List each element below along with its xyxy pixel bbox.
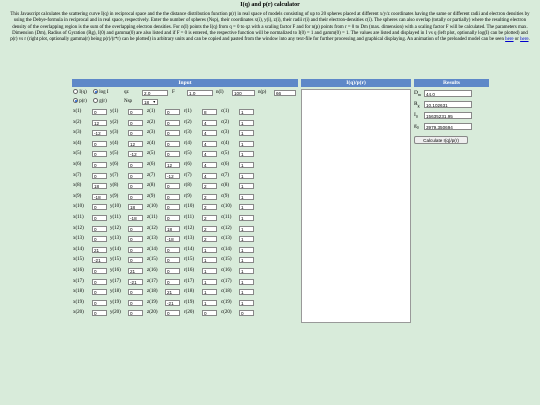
np-input[interactable]: 66 xyxy=(274,90,296,96)
r-input[interactable]: 4 xyxy=(202,173,217,179)
c-input[interactable]: 1 xyxy=(239,151,254,157)
z-input[interactable]: 0 xyxy=(165,257,180,263)
z-input[interactable]: 12 xyxy=(165,162,180,168)
z-input[interactable]: 0 xyxy=(165,120,180,126)
sphere-row xyxy=(72,278,298,286)
c-input[interactable]: 1 xyxy=(239,247,254,253)
r-input[interactable]: 4 xyxy=(202,130,217,136)
c-input[interactable]: 1 xyxy=(239,236,254,242)
z-input[interactable]: 0 xyxy=(165,194,180,200)
sphere-row xyxy=(72,288,298,296)
iq-radio[interactable] xyxy=(73,89,78,94)
y-label: y(18) xyxy=(110,289,121,295)
dm-label xyxy=(414,90,421,97)
y-input[interactable]: 0 xyxy=(128,109,143,115)
y-input[interactable]: 0 xyxy=(128,226,143,232)
c-label: c(5) xyxy=(221,151,230,157)
g0-value[interactable]: 3979.350694 xyxy=(424,123,472,130)
z-input[interactable]: 0 xyxy=(165,310,180,316)
qz-input[interactable]: 2.0 xyxy=(142,90,168,96)
r-label: r(2) xyxy=(184,119,192,125)
r-input[interactable]: 2 xyxy=(202,204,217,210)
sphere-row xyxy=(72,267,298,275)
x-input[interactable]: 0 xyxy=(92,226,107,232)
r-input[interactable]: 1 xyxy=(202,300,217,306)
z-input[interactable]: 0 xyxy=(165,204,180,210)
r-label: r(9) xyxy=(184,193,192,199)
c-label: c(20) xyxy=(221,310,232,316)
dm-label-main: D xyxy=(414,90,418,96)
nsp-label: Nsp xyxy=(124,99,133,104)
c-input[interactable]: 1 xyxy=(239,173,254,179)
page-title: I(q) and p(r) calculator xyxy=(240,2,300,8)
x-input[interactable]: 0 xyxy=(92,204,107,210)
y-label: y(3) xyxy=(110,130,119,136)
y-label: y(12) xyxy=(110,225,121,231)
c-input[interactable]: 1 xyxy=(239,183,254,189)
y-label: y(6) xyxy=(110,162,119,167)
r-label: r(3) xyxy=(184,130,192,136)
z-label: z(12) xyxy=(147,225,158,231)
x-label: x(2) xyxy=(73,119,82,125)
nsp-select[interactable] xyxy=(142,99,158,105)
sphere-row xyxy=(72,140,298,148)
sphere-row xyxy=(72,161,298,169)
c-input[interactable]: 1 xyxy=(239,162,254,168)
r-label: r(18) xyxy=(184,289,194,295)
y-input[interactable]: 0 xyxy=(128,120,143,126)
x-input[interactable]: -21 xyxy=(92,257,107,263)
x-label: x(9) xyxy=(73,193,82,199)
r-label: r(20) xyxy=(184,310,194,316)
x-label: x(8) xyxy=(73,183,82,189)
sphere-row xyxy=(72,214,298,222)
z-label: z(15) xyxy=(147,257,158,263)
z-input[interactable]: 18 xyxy=(165,226,180,232)
z-input[interactable]: 0 xyxy=(165,279,180,285)
z-label: z(10) xyxy=(147,204,158,210)
r-label: r(17) xyxy=(184,278,194,284)
y-label: y(20) xyxy=(110,310,121,316)
c-input[interactable]: 1 xyxy=(239,120,254,126)
x-input[interactable]: 18 xyxy=(92,183,107,189)
rg-label xyxy=(414,101,420,108)
y-label: y(4) xyxy=(110,140,119,146)
c-input[interactable]: 1 xyxy=(239,194,254,200)
z-label: z(13) xyxy=(147,236,158,242)
x-label: x(5) xyxy=(73,151,82,157)
description-text: This Javascript calculates the scattering curve I(q) in reciprocal space and the the distance distribution function p(r) in real space of models consisting of up to 20 spheres placed at different x/y/z coordinates having the same or different radii and electron densities by using the Debye-formula in reciprocal and in real space, respectively. Enter the number of spheres (Nsp), their coordinates x(i), y(i), z(i), their radii r(i) and their electron-densities c(i). The spheres can also overlap (totally or partially) where the resulting electron density of the overlapping region is the sum of the overlapping electron densities. For n(I) points the I(q) from q = 0 to qz with a scaling factor F and for n(p) points from r = 0 to Dm (max. dimension) with a scaling factor F will be calculated. The parameters max. Dimension (Dm), Radius of Gyration (Rg), I(0) and gamma(0) are also listed and if F = 0 is entered, the respective function will be normalized to I(0) = 1 and gamm(0) = 1. The values are listed and displayed in I vs q (left plot, optionally log(I) can be plotted) and p(r) vs r (right plot, optionally gamma(r) being p(r)/(r*r) can be plotted) in arbitrary units and can be copied and pasted from the window into any text-file for further processing and graphical displaying. An animation of the preloaded model can be seen xyxy=(10,12,530,43)
y-input[interactable]: -18 xyxy=(128,215,143,221)
sphere-row xyxy=(72,235,298,243)
c-input[interactable]: 1 xyxy=(239,109,254,115)
r-input[interactable]: 4 xyxy=(202,151,217,157)
z-label: z(11) xyxy=(147,215,158,220)
x-label: x(14) xyxy=(73,246,84,252)
z-input[interactable]: -21 xyxy=(165,300,180,306)
x-input[interactable]: 0 xyxy=(92,268,107,274)
chevron-down-icon: ▼ xyxy=(152,100,156,104)
x-label: x(18) xyxy=(73,289,84,295)
x-label: x(6) xyxy=(73,162,82,167)
y-label: y(1) xyxy=(110,109,119,114)
sphere-row xyxy=(72,119,298,127)
r-input[interactable]: 4 xyxy=(202,162,217,168)
y-label: y(9) xyxy=(110,193,119,199)
nl-input[interactable]: 100 xyxy=(232,90,255,96)
x-label: x(17) xyxy=(73,278,84,284)
r-label: r(13) xyxy=(184,236,194,242)
c-label: c(9) xyxy=(221,193,230,199)
f-label: F xyxy=(172,90,175,95)
x-input[interactable]: -12 xyxy=(92,130,107,136)
z-input[interactable]: 21 xyxy=(165,289,180,295)
y-input[interactable]: 0 xyxy=(128,173,143,179)
f-input[interactable]: 1.0 xyxy=(187,90,213,96)
y-input[interactable]: 0 xyxy=(128,310,143,316)
g0-label xyxy=(414,123,419,130)
c-label: c(15) xyxy=(221,257,232,263)
nsp-select-value: 18 xyxy=(144,100,150,105)
x-label: x(15) xyxy=(73,257,84,263)
r-label: r(11) xyxy=(184,215,194,220)
c-label: c(3) xyxy=(221,130,230,136)
y-input[interactable]: 18 xyxy=(128,204,143,210)
y-input[interactable]: -21 xyxy=(128,279,143,285)
y-input[interactable]: 0 xyxy=(128,162,143,168)
z-label: z(8) xyxy=(147,183,156,189)
c-input[interactable]: 1 xyxy=(239,257,254,263)
g0-label-sub: 0 xyxy=(416,126,419,131)
param-row-1 xyxy=(72,89,298,97)
z-input[interactable]: 0 xyxy=(165,141,180,147)
x-input[interactable]: 0 xyxy=(92,109,107,115)
c-label: c(12) xyxy=(221,225,232,231)
y-label: y(17) xyxy=(110,278,121,284)
x-label: x(20) xyxy=(73,310,84,316)
x-input[interactable]: 21 xyxy=(92,247,107,253)
x-label: x(13) xyxy=(73,236,84,242)
x-input[interactable]: 0 xyxy=(92,162,107,168)
z-input[interactable]: 0 xyxy=(165,268,180,274)
calculator-panel xyxy=(72,79,521,322)
calculate-button[interactable]: Calculate I(q)/p(r) xyxy=(414,136,468,144)
dm-label-sub: m xyxy=(417,93,421,98)
z-label: z(17) xyxy=(147,278,158,284)
r-label: r(7) xyxy=(184,172,192,178)
x-label: x(10) xyxy=(73,204,84,210)
x-input[interactable]: 0 xyxy=(92,310,107,316)
r-label: r(5) xyxy=(184,151,192,157)
c-label: c(11) xyxy=(221,215,232,220)
c-input[interactable]: 1 xyxy=(239,268,254,274)
y-label: y(2) xyxy=(110,119,119,125)
z-label: z(14) xyxy=(147,246,158,252)
z-input[interactable]: 0 xyxy=(165,151,180,157)
z-label: z(1) xyxy=(147,109,156,114)
y-label: y(11) xyxy=(110,215,121,220)
y-input[interactable]: 0 xyxy=(128,257,143,263)
x-label: x(7) xyxy=(73,172,82,178)
z-input[interactable]: 0 xyxy=(165,215,180,221)
x-label: x(4) xyxy=(73,140,82,146)
x-input[interactable]: 0 xyxy=(92,215,107,221)
iq-pr-output[interactable] xyxy=(301,89,411,323)
y-label: y(8) xyxy=(110,183,119,189)
r-label: r(4) xyxy=(184,140,192,146)
pr-radio-label: p(r) xyxy=(79,99,87,104)
r-input[interactable]: 1 xyxy=(202,268,217,274)
c-label: c(10) xyxy=(221,204,232,210)
c-input[interactable]: 1 xyxy=(239,141,254,147)
y-input[interactable]: 0 xyxy=(128,247,143,253)
r-input[interactable]: 2 xyxy=(202,226,217,232)
z-label: z(18) xyxy=(147,289,158,295)
y-label: y(10) xyxy=(110,204,121,210)
opt-iq[interactable] xyxy=(73,89,87,97)
opt-pr[interactable] xyxy=(73,98,87,106)
c-input[interactable]: 1 xyxy=(239,204,254,210)
y-label: y(5) xyxy=(110,151,119,157)
c-input[interactable]: 1 xyxy=(239,300,254,306)
g0-label-main: g xyxy=(414,123,417,129)
z-label: z(7) xyxy=(147,172,156,178)
x-input[interactable]: -18 xyxy=(92,194,107,200)
qz-label: qz xyxy=(124,90,129,95)
c-input[interactable]: 1 xyxy=(239,130,254,136)
sphere-row xyxy=(72,193,298,201)
x-label: x(1) xyxy=(73,109,82,114)
c-label: c(17) xyxy=(221,278,232,284)
c-input[interactable]: 1 xyxy=(239,289,254,295)
r-input[interactable]: 1 xyxy=(202,289,217,295)
param-row-2 xyxy=(72,98,298,106)
iq-radio-label: I(q) xyxy=(79,90,87,95)
z-label: z(9) xyxy=(147,193,156,199)
c-label: c(13) xyxy=(221,236,232,242)
x-label: x(3) xyxy=(73,130,82,136)
r-label: r(8) xyxy=(184,183,192,189)
z-label: z(16) xyxy=(147,268,158,273)
c-input[interactable]: 1 xyxy=(239,215,254,221)
z-input[interactable]: 0 xyxy=(165,183,180,189)
z-label: z(3) xyxy=(147,130,156,136)
r-input[interactable]: 1 xyxy=(202,257,217,263)
y-label: y(15) xyxy=(110,257,121,263)
z-label: z(6) xyxy=(147,162,156,167)
sphere-row xyxy=(72,150,298,158)
r-label: r(12) xyxy=(184,225,194,231)
r-input[interactable]: 8 xyxy=(202,109,217,115)
sphere-row xyxy=(72,108,298,116)
x-input[interactable]: 0 xyxy=(92,300,107,306)
x-input[interactable]: 0 xyxy=(92,151,107,157)
y-label: y(19) xyxy=(110,299,121,305)
r-label: r(10) xyxy=(184,204,194,210)
c-label: c(16) xyxy=(221,268,232,273)
y-input[interactable]: 0 xyxy=(128,289,143,295)
i0-label xyxy=(414,112,418,119)
z-label: z(5) xyxy=(147,151,156,157)
y-label: y(13) xyxy=(110,236,121,242)
c-label: c(4) xyxy=(221,140,230,146)
c-label: c(7) xyxy=(221,172,230,178)
r-input[interactable]: 4 xyxy=(202,141,217,147)
gr-radio[interactable] xyxy=(93,98,98,103)
logi-radio-label: log I xyxy=(99,90,109,95)
z-input[interactable]: 0 xyxy=(165,247,180,253)
z-label: z(4) xyxy=(147,140,156,146)
c-label: c(1) xyxy=(221,109,230,114)
r-input[interactable]: 4 xyxy=(202,120,217,126)
i0-value[interactable]: 15635231.95 xyxy=(424,112,472,119)
r-label: r(16) xyxy=(184,268,194,273)
r-label: r(15) xyxy=(184,257,194,263)
x-label: x(16) xyxy=(73,268,84,273)
c-input[interactable]: 0 xyxy=(239,310,254,316)
sphere-row xyxy=(72,203,298,211)
c-label: c(2) xyxy=(221,119,230,125)
r-label: r(6) xyxy=(184,162,192,167)
gr-radio-label: g(r) xyxy=(99,99,107,104)
r-input[interactable]: 2 xyxy=(202,194,217,200)
z-label: z(2) xyxy=(147,119,156,125)
y-input[interactable]: 0 xyxy=(128,236,143,242)
animation-link-2[interactable]: here xyxy=(520,37,529,43)
r-label: r(19) xyxy=(184,299,194,305)
i0-label-sub: 0 xyxy=(415,115,418,120)
x-input[interactable]: 0 xyxy=(92,173,107,179)
y-input[interactable]: 0 xyxy=(128,130,143,136)
c-label: c(6) xyxy=(221,162,230,167)
r-label: r(1) xyxy=(184,109,192,114)
r-input[interactable]: 2 xyxy=(202,183,217,189)
pr-radio[interactable] xyxy=(73,98,78,103)
x-input[interactable]: 0 xyxy=(92,141,107,147)
r-input[interactable]: 2 xyxy=(202,236,217,242)
x-label: x(19) xyxy=(73,299,84,305)
opt-logi[interactable] xyxy=(93,89,109,97)
iq-pr-header: I(q)/p(r) xyxy=(301,79,411,87)
nl-label: n(I) xyxy=(216,90,224,95)
rg-label-sub: g xyxy=(417,104,420,109)
z-input[interactable]: -18 xyxy=(165,236,180,242)
c-input[interactable]: 1 xyxy=(239,226,254,232)
animation-link-1[interactable]: here xyxy=(505,37,514,43)
rg-value[interactable]: 10.102631 xyxy=(424,101,472,108)
rg-label-main: R xyxy=(414,101,418,107)
r-input[interactable]: 1 xyxy=(202,279,217,285)
c-label: c(14) xyxy=(221,246,232,252)
y-input[interactable]: 0 xyxy=(128,300,143,306)
x-label: x(11) xyxy=(73,215,84,220)
z-input[interactable]: 0 xyxy=(165,109,180,115)
r-input[interactable]: 1 xyxy=(202,247,217,253)
y-input[interactable]: 0 xyxy=(128,194,143,200)
c-label: c(19) xyxy=(221,299,232,305)
input-header: Input xyxy=(72,79,298,87)
description xyxy=(9,12,531,82)
dm-value[interactable]: 44.0 xyxy=(424,90,472,97)
z-label: z(20) xyxy=(147,310,158,316)
z-input[interactable]: -12 xyxy=(165,173,180,179)
y-input[interactable]: 21 xyxy=(128,268,143,274)
y-input[interactable]: 12 xyxy=(128,141,143,147)
z-label: z(19) xyxy=(147,299,158,305)
description-end: . xyxy=(528,37,530,43)
c-label: c(18) xyxy=(221,289,232,295)
y-label: y(16) xyxy=(110,268,121,273)
sphere-row xyxy=(72,309,298,317)
np-label: n(p) xyxy=(258,90,267,95)
y-label: y(14) xyxy=(110,246,121,252)
opt-gr[interactable] xyxy=(93,98,107,106)
sphere-row xyxy=(72,129,298,137)
x-input[interactable]: 0 xyxy=(92,279,107,285)
y-input[interactable]: 0 xyxy=(128,183,143,189)
c-label: c(8) xyxy=(221,183,230,189)
r-label: r(14) xyxy=(184,246,194,252)
sphere-row xyxy=(72,246,298,254)
i0-label-main: I xyxy=(414,112,416,118)
sphere-row xyxy=(72,299,298,307)
sphere-row xyxy=(72,256,298,264)
sphere-row xyxy=(72,182,298,190)
sphere-row xyxy=(72,225,298,233)
c-input[interactable]: 1 xyxy=(239,279,254,285)
sphere-row xyxy=(72,172,298,180)
x-input[interactable]: 12 xyxy=(92,120,107,126)
z-input[interactable]: 0 xyxy=(165,130,180,136)
r-input[interactable]: 0 xyxy=(202,310,217,316)
x-label: x(12) xyxy=(73,225,84,231)
results-header: Results xyxy=(414,79,489,87)
x-input[interactable]: 0 xyxy=(92,236,107,242)
logi-radio[interactable] xyxy=(93,89,98,94)
x-input[interactable]: 0 xyxy=(92,289,107,295)
r-input[interactable]: 2 xyxy=(202,215,217,221)
y-input[interactable]: -12 xyxy=(128,151,143,157)
description-or: or xyxy=(514,37,519,43)
y-label: y(7) xyxy=(110,172,119,178)
